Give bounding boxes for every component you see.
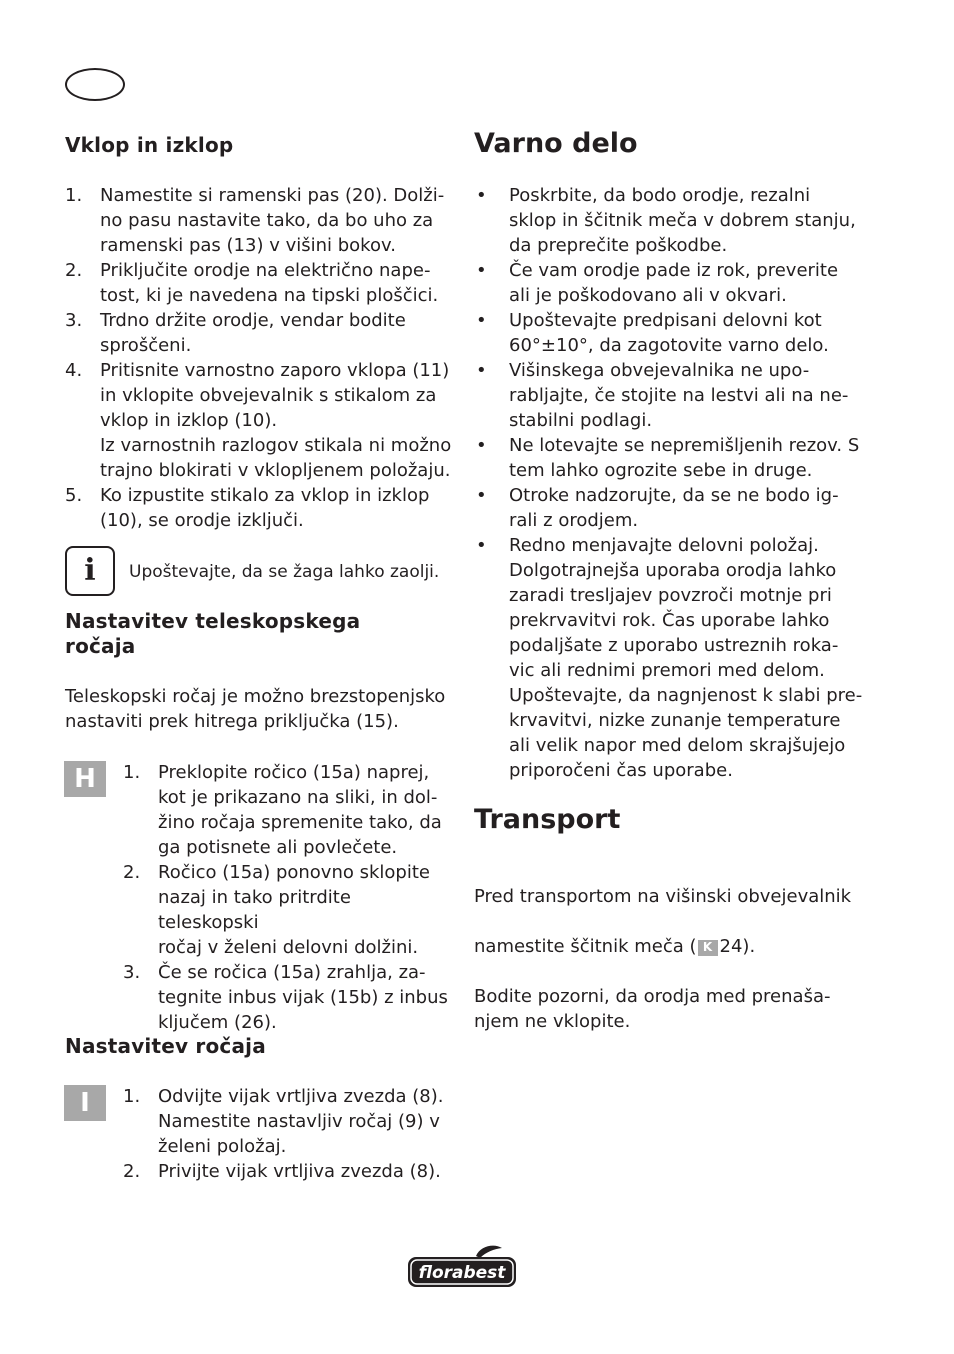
step-text: Če se ročica (15a) zrahlja, za- tegnite inbus vijak (15b) z inbus ključem (26). [158, 962, 448, 1033]
bullet-text: Če vam orodje pade iz rok, preverite ali je poškodovano ali v okvari. [509, 260, 839, 306]
handle-steps-list [123, 1084, 453, 1184]
bullet-text: Ne lotevajte se nepremišljenih rezov. S tem lahko ogrozite sebe in druge. [509, 435, 860, 481]
bullet-mark: • [476, 260, 487, 281]
transport-line-1: Pred transportom na višinski obvejevalnik [474, 886, 852, 907]
s2-items-item [123, 960, 453, 1035]
figure-ref-h: H [64, 761, 106, 797]
step-text: Odvijte vijak vrtljiva zvezda (8). Namestite nastavljiv ročaj (9) v želeni položaj. [158, 1086, 444, 1157]
bullet-text: Poskrbite, da bodo orodje, rezalni sklop in ščitnik meča v dobrem stanju, da preprečite poškodbe. [509, 185, 856, 256]
bullet-mark: • [476, 435, 487, 456]
section-title-transport: Transport [474, 804, 621, 835]
step-text: Ko izpustite stikalo za vklop in izklop (10), se orodje izklјuči. [100, 485, 430, 531]
section-title-handle: Nastavitev ročaja [65, 1034, 266, 1058]
step-text: Trdno držite orodje, vendar bodite sproščeni. [100, 310, 406, 356]
info-glyph: i [84, 553, 96, 588]
step-text: Ročico (15a) ponovno sklopite nazaj in tako pritrdite teleskopski ročaj v želeni delovni dolžini. [158, 862, 430, 958]
bullet-text: Redno menjavajte delovni položaj. Dolgotrajnejša uporaba orodja lahko zaradi tresljajev povzroči motnje pri prekrvavitvi rok. Čas uporabe lahko podaljšate z uporabo ustreznih roka- vic ali rednimi premori med delom. Upoštevajte, da nagnjenost k slabi pre- krvavitvi, nizke zunanje temperature ali velik napor med delom skrajšujejo priporočeni čas uporabe. [509, 535, 863, 781]
bullet-mark: • [476, 485, 487, 506]
step-text: Priključite orodje na električno nape- tost, ki je navedena na tipski ploščici. [100, 260, 439, 306]
info-note: Upoštevajte, da se žaga lahko zaolji. [129, 562, 440, 582]
figure-ref-k: K [698, 940, 718, 956]
s1-items-item [65, 308, 455, 358]
safety-bullet [474, 183, 874, 258]
bullet-mark: • [476, 310, 487, 331]
safety-bullet [474, 308, 874, 358]
safety-bullet [474, 433, 874, 483]
step-text: Namestite si ramenski pas (20). Dolži- no pasu nastavite tako, da bo uho za ramenski pas (13) v višini bokov. [100, 185, 445, 256]
step-number: 2. [65, 260, 83, 281]
section-title-switch: Vklop in izklop [65, 133, 234, 157]
safety-bullet [474, 483, 874, 533]
switch-steps-list [65, 183, 455, 533]
step-number: 4. [65, 360, 83, 381]
transport-line-2b: 24). [719, 936, 756, 957]
info-icon [65, 546, 115, 596]
s1-items-item [65, 483, 455, 533]
safety-bullet [474, 258, 874, 308]
section-title-telescopic: Nastavitev teleskopskega ročaja [65, 609, 361, 658]
bullet-text: Otroke nadzorujte, da se ne bodo ig- rali z orodjem. [509, 485, 839, 531]
logo-text: florabest [418, 1263, 506, 1283]
s1-items-item [65, 358, 455, 483]
step-number: 1. [65, 185, 83, 206]
transport-line-2 [474, 934, 874, 959]
step-number: 1. [123, 1086, 141, 1107]
bullet-mark: • [476, 360, 487, 381]
s3-items-item [123, 1159, 453, 1184]
bullet-text: Upoštevajte predpisani delovni kot 60°±10°, da zagotovite varno delo. [509, 310, 829, 356]
s1-items-item [65, 258, 455, 308]
step-text: Pritisnite varnostno zaporo vklopa (11) in vklopite obvejevalnik s stikalom za vklop in izklop (10). Iz varnostnih razlogov stikala ni možno trajno blokirati v vklopljenem položaju. [100, 360, 452, 481]
step-number: 3. [65, 310, 83, 331]
step-number: 2. [123, 1161, 141, 1182]
safety-bullet [474, 358, 874, 433]
step-number: 2. [123, 862, 141, 883]
telescopic-intro: Teleskopski ročaj je možno brezstopenjsko nastaviti prek hitrega priključka (15). [65, 686, 446, 732]
step-text: Preklopite ročico (15a) naprej, kot je prikazano na sliki, in dol- žino ročaja spremenite tako, da ga potisnete ali povlečete. [158, 762, 442, 858]
s1-items-item [65, 183, 455, 258]
step-text: Privijte vijak vrtljiva zvezda (8). [158, 1161, 441, 1182]
step-number: 1. [123, 762, 141, 783]
s3-items-item [123, 1084, 453, 1159]
section-title-safe-work: Varno delo [474, 128, 638, 159]
step-number: 5. [65, 485, 83, 506]
bullet-mark: • [476, 185, 487, 206]
transport-line-2a: namestite ščitnik meča ( [474, 936, 697, 957]
safety-bullet [474, 533, 874, 783]
transport-paragraph [474, 859, 874, 1059]
safety-bullets-list [474, 183, 874, 783]
bullet-text: Višinskega obvejevalnika ne upo- rabljajte, če stojite na lestvi ali na ne- stabilni podlagi. [509, 360, 849, 431]
step-number: 3. [123, 962, 141, 983]
telescopic-steps-list [123, 760, 453, 1035]
florabest-logo [406, 1244, 518, 1295]
s2-items-item [123, 860, 453, 960]
transport-line-3: Bodite pozorni, da orodja med prenaša- njem ne vklopite. [474, 986, 831, 1032]
figure-ref-i: I [64, 1085, 106, 1121]
s2-items-item [123, 760, 453, 860]
bullet-mark: • [476, 535, 487, 556]
language-marker [65, 68, 125, 101]
